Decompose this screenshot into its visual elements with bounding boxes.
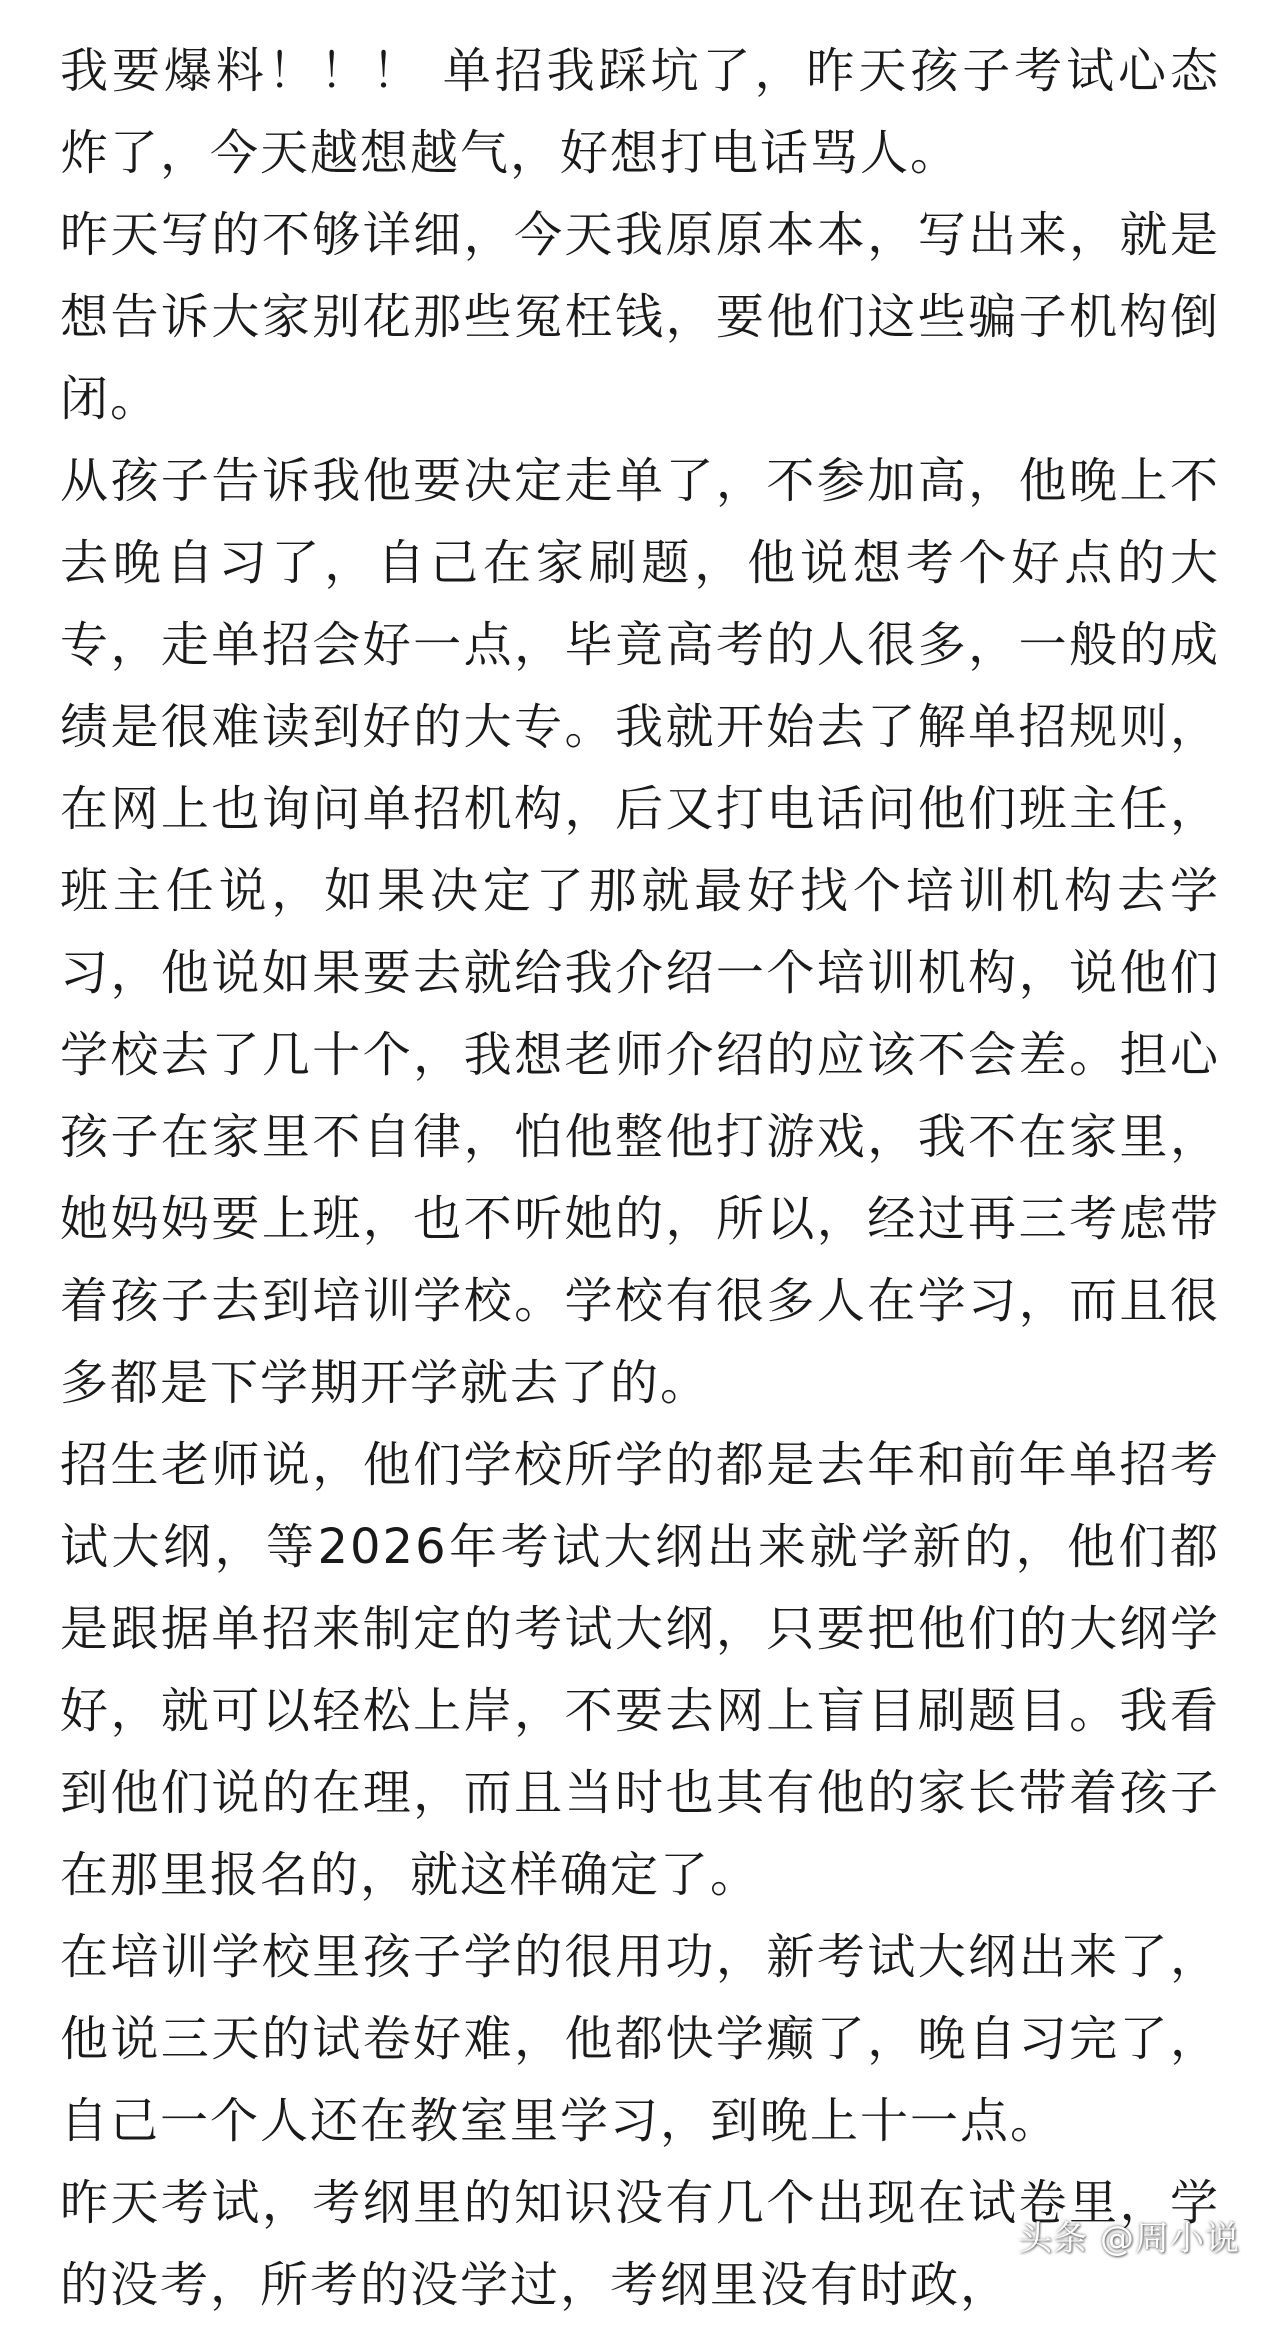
paragraph-4: 招生老师说，他们学校所学的都是去年和前年单招考试大纲，等2026年考试大纲出来就学新的，他们都是跟据单招来制定的考试大纲，只要把他们的大纲学好，就可以轻松上岸，不要去网上盲目刷题目。我看到他们说的在理，而且当时也其有他的家长带着孩子在那里报名的，就这样确定了。 (60, 1437, 1220, 1903)
paragraph-6: 昨天考试，考纲里的知识没有几个出现在试卷里，学的没考，所考的没学过，考纲里没有时政， (60, 2175, 1220, 2313)
source-watermark: 头条 @周小说 (1018, 2219, 1240, 2259)
article-body (60, 30, 1220, 2326)
paragraph-3: 从孩子告诉我他要决定走单了，不参加高，他晚上不去晚自习了，自己在家刷题，他说想考个好点的大专，走单招会好一点，毕竟高考的人很多，一般的成绩是很难读到好的大专。我就开始去了解单招规则，在网上也询问单招机构，后又打电话问他们班主任，班主任说，如果决定了那就最好找个培训机构去学习，他说如果要去就给我介绍一个培训机构，说他们学校去了几十个，我想老师介绍的应该不会差。担心孩子在家里不自律，怕他整他打游戏，我不在家里，她妈妈要上班，也不听她的，所以，经过再三考虑带着孩子去到培训学校。学校有很多人在学习，而且很多都是下学期开学就去了的。 (60, 453, 1220, 1411)
paragraph-2: 昨天写的不够详细，今天我原原本本，写出来，就是想告诉大家别花那些冤枉钱，要他们这些骗子机构倒闭。 (60, 207, 1220, 427)
paragraph-1: 我要爆料！！！ 单招我踩坑了，昨天孩子考试心态炸了，今天越想越气，好想打电话骂人。 (60, 43, 1220, 181)
paragraph-5: 在培训学校里孩子学的很用功，新考试大纲出来了，他说三天的试卷好难，他都快学癫了，晚自习完了，自己一个人还在教室里学习，到晚上十一点。 (60, 1929, 1220, 2149)
